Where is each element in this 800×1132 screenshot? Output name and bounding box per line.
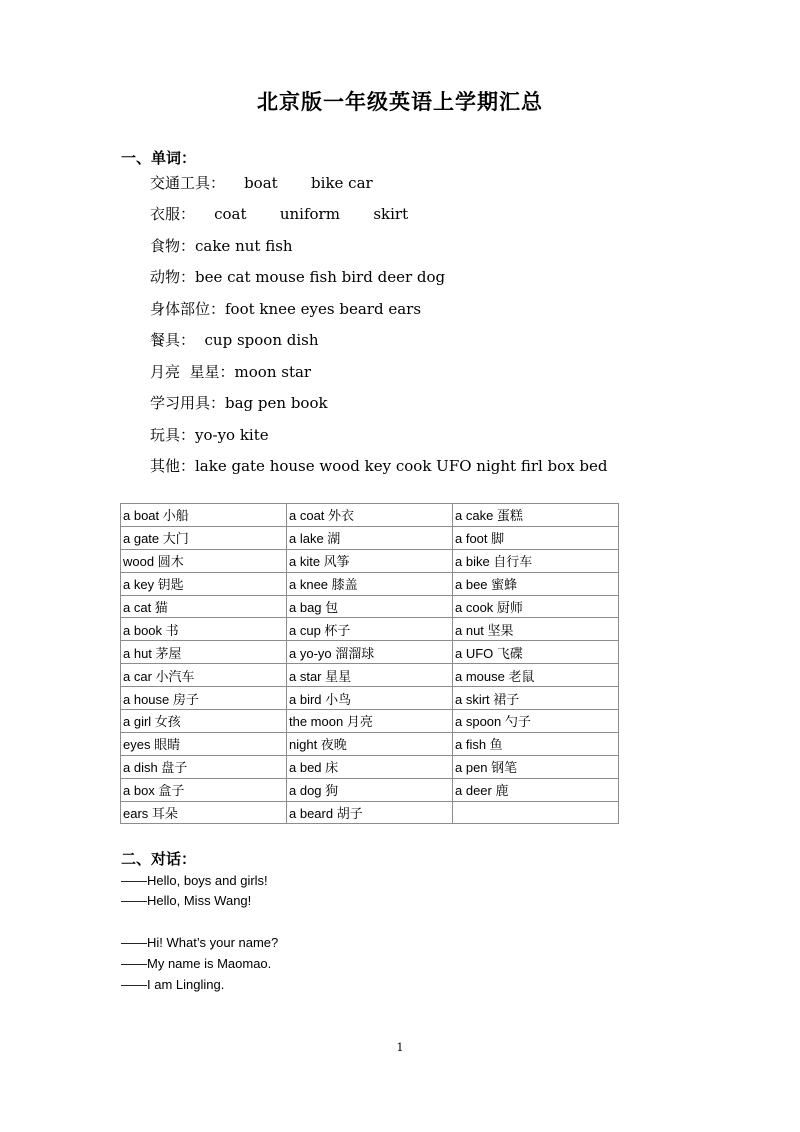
table-row (121, 664, 619, 687)
table-cell: a beard 胡子 (287, 801, 453, 824)
table-cell: a kite 风筝 (287, 549, 453, 572)
table-cell: a house 房子 (121, 687, 287, 710)
table-cell: a hut 茅屋 (121, 641, 287, 664)
table-row (121, 504, 619, 527)
dialogue-line: ——Hello, boys and girls! (121, 873, 268, 888)
table-cell: a spoon 勺子 (453, 710, 619, 733)
table-row (121, 687, 619, 710)
table-cell: a nut 坚果 (453, 618, 619, 641)
table-cell: a star 星星 (287, 664, 453, 687)
table-cell: a cat 猫 (121, 595, 287, 618)
table-row (121, 572, 619, 595)
table-row (121, 595, 619, 618)
dialogue-line: ——My name is Maomao. (121, 956, 272, 971)
table-cell: a cake 蛋糕 (453, 504, 619, 527)
dialogue-line: ——Hi! What’s your name? (121, 935, 279, 950)
table-cell: eyes 眼睛 (121, 732, 287, 755)
table-cell: a cup 杯子 (287, 618, 453, 641)
dialogue-line: ——I am Lingling. (121, 977, 225, 992)
vocab-line-transport: 交通工具： boat bike car (150, 174, 373, 192)
table-cell: a bee 蜜蜂 (453, 572, 619, 595)
table-cell: a bird 小鸟 (287, 687, 453, 710)
table-cell: a key 钥匙 (121, 572, 287, 595)
table-cell-empty (453, 801, 619, 824)
dialogue-line: ——Hello, Miss Wang! (121, 893, 252, 908)
table-cell: a mouse 老鼠 (453, 664, 619, 687)
table-cell: a car 小汽车 (121, 664, 287, 687)
table-row (121, 710, 619, 733)
section-heading-dialogue: 二、对话： (121, 850, 197, 868)
vocab-line-body-parts: 身体部位：foot knee eyes beard ears (150, 300, 422, 318)
table-row (121, 618, 619, 641)
table-cell: a deer 鹿 (453, 778, 619, 801)
vocab-line-toys: 玩具：yo-yo kite (150, 426, 269, 444)
table-row (121, 732, 619, 755)
table-cell: wood 圆木 (121, 549, 287, 572)
vocab-line-food: 食物：cake nut fish (150, 237, 293, 255)
table-cell: a pen 钢笔 (453, 755, 619, 778)
table-cell: a girl 女孩 (121, 710, 287, 733)
page-title: 北京版一年级英语上学期汇总 (257, 89, 543, 114)
table-row (121, 778, 619, 801)
vocab-line-tableware: 餐具： cup spoon dish (150, 331, 319, 349)
table-cell: a bike 自行车 (453, 549, 619, 572)
vocab-line-moon-star: 月亮 星星：moon star (150, 363, 312, 381)
table-cell: the moon 月亮 (287, 710, 453, 733)
table-cell: a foot 脚 (453, 526, 619, 549)
table-cell: a cook 厨师 (453, 595, 619, 618)
vocab-line-stationery: 学习用具：bag pen book (150, 394, 328, 412)
table-cell: night 夜晚 (287, 732, 453, 755)
table-row (121, 641, 619, 664)
table-cell: a bed 床 (287, 755, 453, 778)
table-cell: a book 书 (121, 618, 287, 641)
table-cell: a UFO 飞碟 (453, 641, 619, 664)
table-cell: ears 耳朵 (121, 801, 287, 824)
vocab-line-animals: 动物：bee cat mouse fish bird deer dog (150, 268, 446, 286)
table-cell: a skirt 裙子 (453, 687, 619, 710)
word-table (120, 503, 619, 824)
vocab-line-clothes: 衣服： coat uniform skirt (150, 205, 409, 223)
table-row (121, 801, 619, 824)
table-row (121, 526, 619, 549)
table-cell: a fish 鱼 (453, 732, 619, 755)
table-cell: a boat 小船 (121, 504, 287, 527)
table-cell: a coat 外衣 (287, 504, 453, 527)
table-cell: a box 盒子 (121, 778, 287, 801)
section-heading-words: 一、单词： (121, 149, 197, 167)
table-cell: a dog 狗 (287, 778, 453, 801)
table-cell: a gate 大门 (121, 526, 287, 549)
table-cell: a knee 膝盖 (287, 572, 453, 595)
vocab-line-others: 其他：lake gate house wood key cook UFO night firl box bed (150, 457, 608, 475)
page-number: 1 (396, 1041, 404, 1054)
table-row (121, 755, 619, 778)
table-cell: a dish 盘子 (121, 755, 287, 778)
table-cell: a bag 包 (287, 595, 453, 618)
table-cell: a yo-yo 溜溜球 (287, 641, 453, 664)
table-cell: a lake 湖 (287, 526, 453, 549)
table-row (121, 549, 619, 572)
